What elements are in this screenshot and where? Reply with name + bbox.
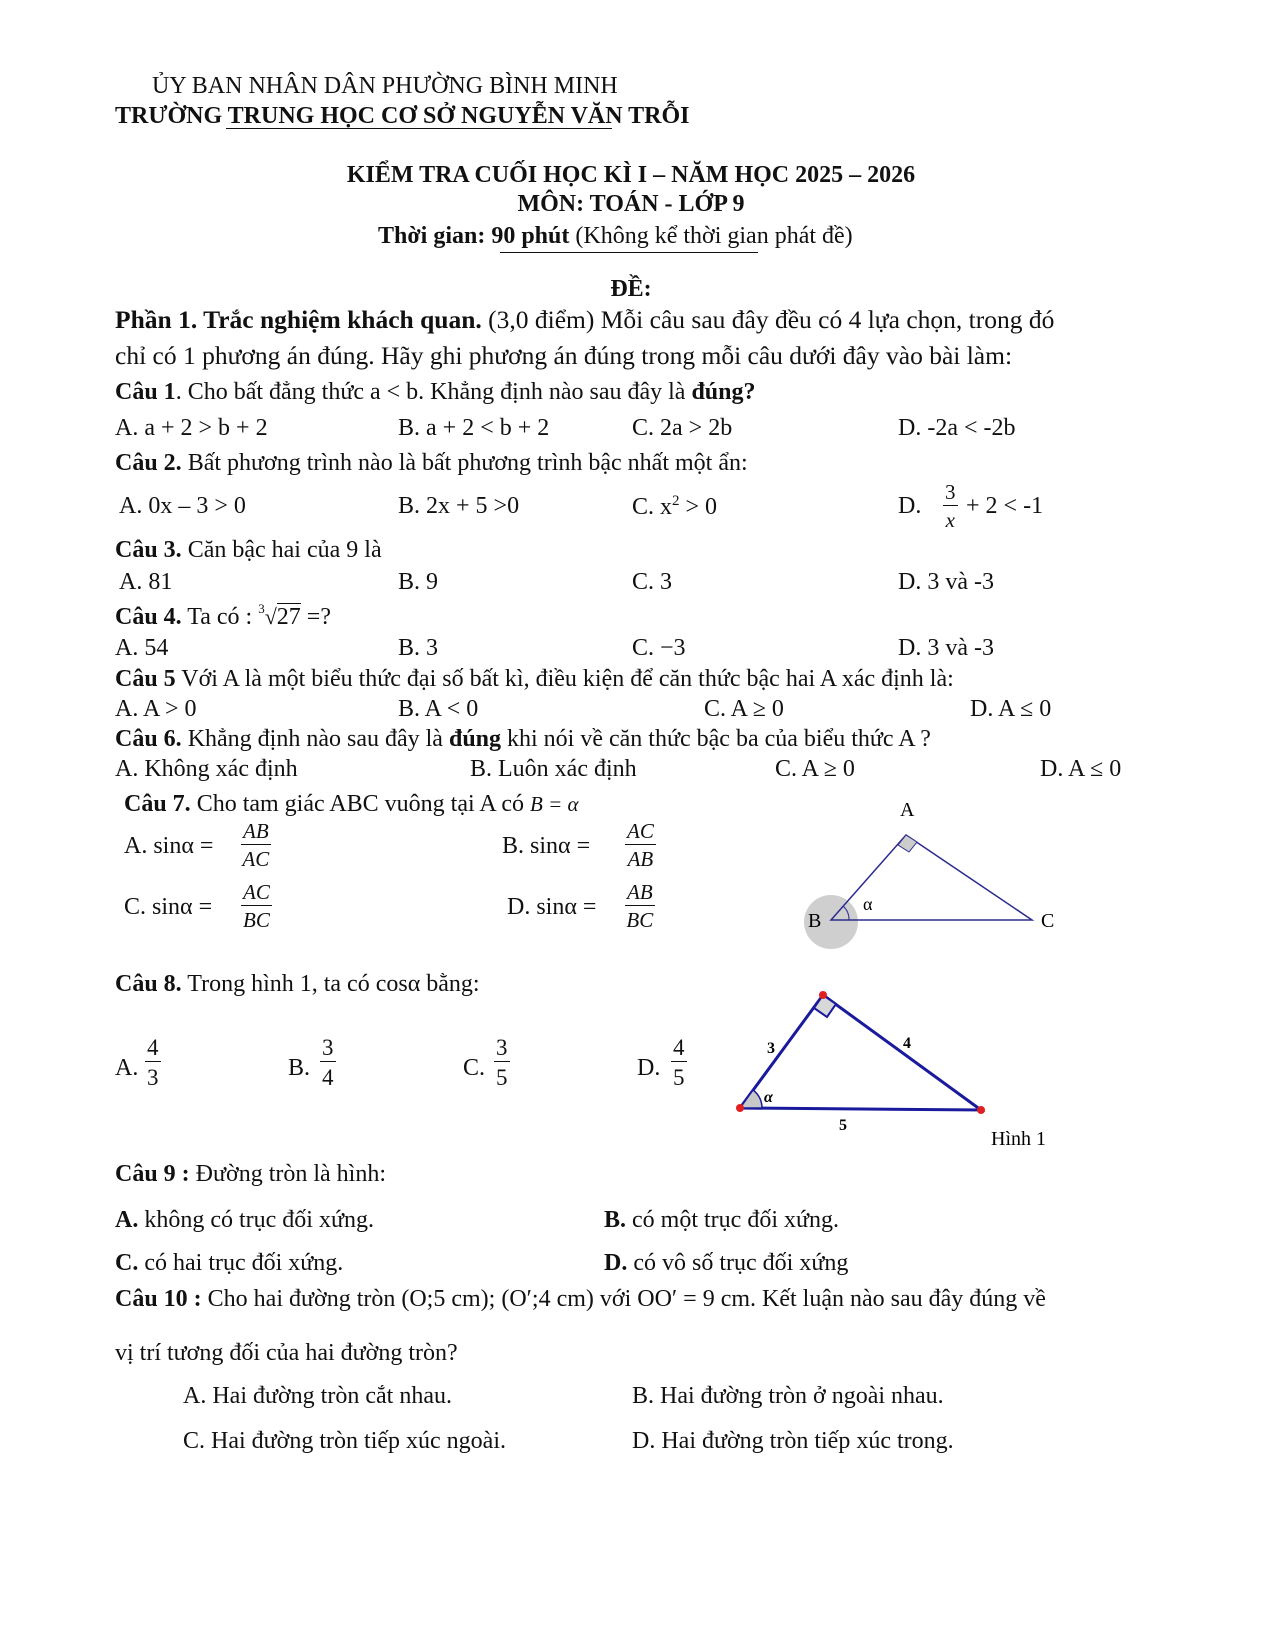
de-label: ĐỀ:	[610, 276, 652, 302]
q8-d-denominator: 5	[673, 1065, 685, 1090]
q2-option-a: A. 0x – 3 > 0	[119, 493, 246, 519]
q8-b-numerator: 3	[322, 1035, 334, 1060]
q7-c-denominator: BC	[243, 908, 270, 932]
q8-option-a-letter: A.	[115, 1055, 139, 1081]
q8-option-c-letter: C.	[463, 1055, 486, 1081]
q4-option-a: A. 54	[115, 635, 169, 661]
q2-option-b: B. 2x + 5 >0	[398, 493, 520, 519]
q7-a-numerator: AB	[243, 819, 269, 843]
q9-option-b	[604, 1208, 839, 1232]
q7-option-a-label: A. sinα =	[124, 833, 214, 859]
q2-c-exponent: 2	[672, 493, 680, 509]
q7-option-b-fraction	[625, 821, 656, 870]
q4-stem	[115, 601, 331, 630]
q3-option-c: C. 3	[632, 569, 673, 595]
q9-option-c	[115, 1251, 343, 1275]
q8-d-numerator: 4	[673, 1035, 685, 1060]
q1-option-d: D. -2a < -2b	[898, 415, 1016, 441]
school-name: TRƯỜNG TRUNG HỌC CƠ SỞ NGUYỄN VĂN TRỖI	[115, 103, 690, 129]
q3-text: Căn bậc hai của 9 là	[181, 537, 382, 563]
q4-root-index: 3	[258, 601, 265, 616]
q8-option-a-fraction	[145, 1036, 161, 1089]
q1-option-b: B. a + 2 < b + 2	[398, 415, 550, 441]
q7-option-b-label: B. sinα =	[502, 833, 591, 859]
q6-option-c: C. A ≥ 0	[775, 756, 855, 782]
q7-option-c-label: C. sinα =	[124, 894, 213, 920]
q9-option-a	[115, 1208, 374, 1232]
q2-option-d-label: D.	[898, 493, 922, 519]
q7-angle: B = α	[530, 792, 579, 816]
q5-option-a: A. A > 0	[115, 696, 197, 722]
q4-text: Ta có :	[181, 604, 259, 630]
q8-vertex-point	[977, 1106, 985, 1114]
time-underline	[500, 252, 758, 253]
q8-vertex-point	[736, 1104, 744, 1112]
q9-option-d	[604, 1251, 848, 1275]
q5-option-c: C. A ≥ 0	[704, 696, 784, 722]
q8-c-numerator: 3	[496, 1035, 508, 1060]
q8-a-numerator: 4	[147, 1035, 159, 1060]
q7-option-c-fraction	[241, 882, 272, 931]
q1-option-a: A. a + 2 > b + 2	[115, 415, 268, 441]
q2-option-d-rest: + 2 < -1	[966, 493, 1044, 519]
q2-label: Câu 2.	[115, 450, 182, 476]
q2-option-c	[632, 494, 717, 519]
q10-option-b: B. Hai đường tròn ở ngoài nhau.	[632, 1383, 944, 1409]
q8-option-c-fraction	[494, 1036, 510, 1089]
q2-stem	[115, 451, 748, 475]
q1-option-c: C. 2a > 2b	[632, 415, 733, 441]
q2-c-base: C. x	[632, 494, 673, 520]
q2-d-denominator: x	[945, 508, 955, 532]
q8-figure-caption: Hình 1	[991, 1128, 1046, 1150]
school-underline	[226, 128, 612, 129]
exam-title: KIỂM TRA CUỐI HỌC KÌ I – NĂM HỌC 2025 – 2026	[346, 162, 916, 188]
q4-option-c: C. −3	[632, 635, 686, 661]
q10-label: Câu 10 :	[115, 1286, 202, 1312]
q3-option-b: B. 9	[398, 569, 439, 595]
q8-triangle	[740, 995, 981, 1110]
q7-b-numerator: AC	[627, 819, 654, 843]
q5-option-b: B. A < 0	[398, 696, 479, 722]
q9-c-text: có hai trục đối xứng.	[138, 1250, 344, 1276]
q7-b-denominator: AB	[627, 847, 654, 871]
q3-label: Câu 3.	[115, 537, 182, 563]
q9-b-text: có một trục đối xứng.	[626, 1207, 839, 1233]
q8-side-bottom-label: 5	[839, 1117, 847, 1134]
q8-stem	[115, 972, 480, 996]
q7-d-denominator: BC	[626, 908, 654, 932]
q10-stem	[115, 1287, 1046, 1311]
q8-a-denominator: 3	[147, 1065, 159, 1090]
q6-label: Câu 6.	[115, 726, 182, 752]
q8-option-b-fraction	[320, 1036, 336, 1089]
q5-label: Câu 5	[115, 666, 176, 692]
q8-side-left-label: 3	[767, 1040, 775, 1057]
q7-stem	[124, 792, 579, 816]
q7-right-angle-mark	[898, 835, 917, 852]
q7-option-d-label: D. sinα =	[507, 894, 597, 920]
q3-option-d: D. 3 và -3	[898, 569, 994, 595]
committee-name: ỦY BAN NHÂN DÂN PHƯỜNG BÌNH MINH	[152, 73, 618, 99]
q7-option-d-fraction	[625, 882, 655, 931]
q2-text: Bất phương trình nào là bất phương trình bậc nhất một ẩn:	[181, 450, 748, 476]
q5-text: Với A là một biểu thức đại số bất kì, điều kiện để căn thức bậc hai A xác định là:	[175, 666, 954, 692]
q5-stem	[115, 667, 954, 691]
q5-option-d: D. A ≤ 0	[970, 696, 1052, 722]
q9-text: Đường tròn là hình:	[189, 1161, 387, 1187]
time-value: 90 phút	[491, 223, 570, 249]
q7-text: Cho tam giác ABC vuông tại A có	[190, 791, 531, 817]
radical-icon: √	[264, 604, 277, 629]
q7-vertex-c: C	[1041, 910, 1055, 932]
part1-line1	[115, 307, 1054, 333]
q10-text: Cho hai đường tròn (O;5 cm); (O′;4 cm) với OO′ = 9 cm. Kết luận nào sau đây đúng về	[201, 1286, 1046, 1312]
q8-option-b-letter: B.	[288, 1055, 311, 1081]
q6-option-b: B. Luôn xác định	[470, 756, 637, 782]
q9-d-letter: D.	[604, 1250, 628, 1276]
time-line	[378, 224, 853, 248]
q10-option-a: A. Hai đường tròn cắt nhau.	[183, 1383, 452, 1409]
q8-c-denominator: 5	[496, 1065, 508, 1090]
part1-instruction: (3,0 điểm) Mỗi câu sau đây đều có 4 lựa chọn, trong đó	[481, 305, 1055, 334]
q9-d-text: có vô số trục đối xứng	[627, 1250, 849, 1276]
q7-vertex-b: B	[808, 910, 822, 932]
q2-option-d-fraction	[943, 482, 958, 531]
q10-stem-line2: vị trí tương đối của hai đường tròn?	[115, 1340, 458, 1366]
q4-option-d: D. 3 và -3	[898, 635, 994, 661]
q4-option-b: B. 3	[398, 635, 439, 661]
q1-stem	[115, 380, 756, 404]
q7-a-denominator: AC	[242, 847, 270, 871]
q9-b-letter: B.	[604, 1207, 627, 1233]
q7-c-numerator: AC	[243, 880, 270, 904]
q8-triangle-figure	[725, 985, 1065, 1155]
q10-option-c: C. Hai đường tròn tiếp xúc ngoài.	[183, 1428, 506, 1454]
part1-line2: chỉ có 1 phương án đúng. Hãy ghi phương án đúng trong mỗi câu dưới đây vào bài làm:	[115, 341, 1013, 370]
q7-option-a-fraction	[241, 821, 271, 870]
q9-a-text: không có trục đối xứng.	[138, 1207, 374, 1233]
q8-angle-mark	[740, 1090, 762, 1108]
q7-triangle	[831, 835, 1032, 920]
q7-vertex-a: A	[900, 799, 915, 821]
q3-option-a: A. 81	[119, 569, 173, 595]
q8-option-d-letter: D.	[637, 1055, 661, 1081]
part1-title: Phần 1. Trắc nghiệm khách quan.	[115, 305, 482, 334]
q4-label: Câu 4.	[115, 604, 182, 630]
q6-text-end: khi nói về căn thức bậc ba của biểu thức A ?	[501, 726, 931, 752]
q8-label: Câu 8.	[115, 971, 182, 997]
q7-label: Câu 7.	[124, 791, 191, 817]
q8-text: Trong hình 1, ta có cosα bằng:	[181, 971, 480, 997]
q10-option-d: D. Hai đường tròn tiếp xúc trong.	[632, 1428, 954, 1454]
time-label: Thời gian:	[378, 223, 486, 249]
q1-text-bold: đúng?	[691, 379, 756, 405]
q7-d-numerator: AB	[627, 880, 653, 904]
q6-text: Khẳng định nào sau đây là	[181, 726, 449, 752]
time-note: (Không kể thời gian phát đề)	[575, 223, 853, 249]
q3-stem	[115, 538, 382, 562]
q2-d-numerator: 3	[945, 480, 956, 504]
q6-option-a: A. Không xác định	[115, 756, 298, 782]
q7-triangle-figure	[800, 795, 1070, 955]
q4-text-end: =?	[300, 604, 331, 630]
q9-stem	[115, 1162, 386, 1186]
q2-c-rest: > 0	[679, 494, 718, 520]
q6-text-bold: đúng	[448, 726, 502, 752]
q6-stem	[115, 727, 931, 751]
q8-alpha-label: α	[764, 1089, 773, 1106]
q9-c-letter: C.	[115, 1250, 139, 1276]
q8-vertex-point	[819, 991, 827, 999]
q8-option-d-fraction	[671, 1036, 687, 1089]
q9-label: Câu 9 :	[115, 1161, 190, 1187]
q8-side-right-label: 4	[903, 1035, 911, 1052]
q8-b-denominator: 4	[322, 1065, 334, 1090]
q1-label: Câu 1	[115, 379, 176, 405]
q6-option-d: D. A ≤ 0	[1040, 756, 1122, 782]
q7-alpha-label: α	[863, 894, 873, 914]
q4-radicand: 27	[276, 604, 301, 630]
q1-text: . Cho bất đẳng thức a < b. Khẳng định nào sau đây là	[175, 379, 692, 405]
q9-a-letter: A.	[115, 1207, 139, 1233]
subject-line: MÔN: TOÁN - LỚP 9	[517, 191, 745, 217]
